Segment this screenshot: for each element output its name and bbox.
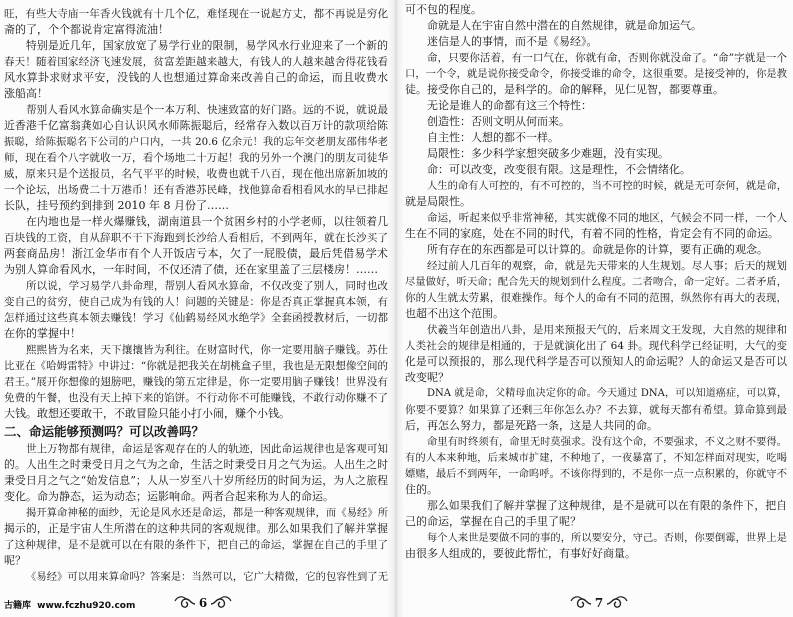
- body-text-line: 创造性：否则文明从何而来。: [427, 115, 570, 128]
- body-text-line: 风水算卦求财求平安，没钱的人也想通过算命来改善自己的命运，而且收费水: [4, 71, 388, 84]
- body-text-line: 近香港千亿富翁龚如心自认识风水师陈振聪后，经常存入数以百万计的款项给陈: [4, 119, 388, 132]
- body-text-line: 为别人算命看风水，一年时间，不仅还清了债，还在家里盖了三层楼房！……: [4, 263, 378, 276]
- body-text-line: 涨船高！: [4, 87, 48, 100]
- body-text-line: 无论是谁人的命都有这三个特性：: [427, 99, 592, 112]
- body-text-line: 自主性：人想的都不一样。: [427, 131, 559, 144]
- footer-library-name: 古籍库: [4, 601, 32, 611]
- page-folio-left: [168, 592, 238, 614]
- body-text-line: 生在不同的家庭，处在不同的时代，有着不同的性格，肯定会有不同的命运。: [405, 227, 779, 240]
- section-heading: 二、命运能够预测吗？可以改善吗？: [4, 424, 205, 439]
- page-number: 6: [198, 596, 208, 610]
- body-text-line: 长队，挂号预约到排到 2010 年 8 月份了……: [4, 199, 229, 212]
- body-text-line: 命就是人在宇宙自然中潜在的自然规律，就是命加运气。: [427, 19, 702, 32]
- body-text-line: 特别是近几年，国家放宽了易学行业的限制，易学风水行业迎来了一个新的: [26, 39, 388, 52]
- footer-url: www.fczhu920.com: [37, 601, 136, 611]
- body-text-line: 揭示的，正是宇宙人生所潜在的这种共同的客观规律。那么如果我们了解并掌握: [4, 522, 388, 535]
- body-text-line: 一个论坛，出场费二十万港币！还有香港苏民峰，找他算命看相看风水的早已排起: [4, 184, 388, 196]
- body-text-line: 世上万物都有规律，命运是客观存在的人的轨迹，因此命运规律也是客观可知: [26, 443, 388, 455]
- body-text-line: 你要不要算？如果算了还剩三年你怎么办？不去算，就每天都有希望。算命算到最: [405, 404, 787, 416]
- body-text-line: 每个人来世是要做不同的事的，所以要安分，守己。否则，你要倒霉，世界上是: [427, 532, 787, 544]
- body-text-line: 了这种规律，是不是就可以在有限的条件下，把自己的命运，掌握在自己的手里了: [4, 539, 388, 551]
- body-text-line: 百块钱的工资，自从辞职不干下海跑到长沙给人看相后，不到两年，就在长沙买了: [4, 232, 388, 244]
- body-text-line: 后，再怎么努力，都是死路一条，这是人共同的命。: [405, 419, 658, 432]
- body-text-line: 在你的掌握中！: [4, 327, 81, 340]
- body-text-line: 春天！随着国家经济飞速发展，贫富差距越来越大，有钱人的人越来越舍得花钱看: [4, 56, 388, 68]
- body-text-line: 大钱。敢想还要敢干，不敢冒险只能小打小闹，赚个小钱。: [4, 407, 290, 420]
- body-text-line: 口，一个令，就是说你接受命令，你接受谁的命令，这很重要。是接受神的，你是教: [405, 68, 787, 80]
- body-text-line: 那么如果我们了解并掌握了这种规律，是不是就可以在有限的条件下，把自: [427, 499, 787, 512]
- body-text-line: 改变呢？: [405, 371, 449, 384]
- right-page-text: [405, 2, 787, 562]
- body-text-line: 威，原来只是个送报员，名气平平的时候，收费也就千八百，现在他出席新加坡的: [4, 168, 388, 180]
- body-text-line: 就是局限性。: [405, 195, 471, 208]
- page-folio-right: [564, 592, 634, 614]
- body-text-line: 命，只要你活着，有一口气在，你就有命，否则你就没命了。“命”字就是一个: [427, 52, 787, 64]
- body-text-line: 旺，有些大寺庙一年香火钱就有十几个亿，难怪现在一说起方丈，都不再说是穷化: [4, 8, 388, 20]
- body-text-line: 己的命运，掌握在自己的手里了呢？: [405, 515, 581, 528]
- body-text-line: 的。人出生之时秉受日月之气为之命，生活之时秉受日月之气为运。人出生之时: [4, 458, 388, 471]
- body-text-line: 君王。”展开你想像的翅膀吧，赚钱的第五定律是，你一定要用脑子赚钱！世界没有: [4, 376, 388, 388]
- body-text-line: 人生的命有人可控的，有不可控的，当不可控的时候，就是无可奈何，就是命，: [427, 180, 787, 192]
- body-text-line: DNA 就是命，父精母血决定你的命。今天通过 DNA，可以知道癌症，可以算，: [427, 388, 787, 399]
- body-text-line: 局限性：多少科学家想突破多少难题，没有实现。: [427, 147, 669, 160]
- body-text-line: 人类社会的规律是相通的，于是就演化出了 64 卦。现代科学已经证明，大气的变: [405, 340, 787, 352]
- body-text-line: 变自己的贫穷，使自己成为有钱的人！问题的关键是：你是否真正掌握真本领，有: [4, 296, 388, 308]
- body-text-line: 振聪，给陈振聪名下公司的户口内，一共 20.6 亿余元！我的忘年交老朋友邵伟华老: [4, 136, 388, 148]
- body-text-line: 比亚在《哈姆雷特》中讲过：“你就是把我关在胡桃盒子里，我也是无限想像空间的: [4, 360, 388, 372]
- body-text-line: 命运，听起来似乎非常神秘，其实就像不同的地区，气候会不同一样，一个人: [427, 212, 787, 224]
- body-text-line: 帮别人看风水算命确实是个一本万利、快速致富的好门路。远的不说，就说最: [26, 104, 388, 116]
- right-page: [405, 0, 787, 617]
- body-text-line: 两套商品房！浙江金华市有个人开饭店亏本，欠了一屁股债，最后凭借易学术: [4, 247, 388, 260]
- body-text-line: 在内地也是一样火爆赚钱，湖南道县一个贫困乡村的小学老师，以往领着几: [26, 215, 388, 228]
- body-text-line: 命：可以改变，改变很有限。这是理性，不会情绪化。: [427, 163, 691, 176]
- body-text-line: 嫖赌，最后不到两年，一命呜呼。不该你得到的，不是你一点一点积累的，你就守不: [405, 468, 787, 480]
- body-text-line: 住的。: [405, 483, 438, 496]
- body-text-line: 免费的午餐，也没有天上掉下来的馅饼。不行动你不可能赚钱，不敢行动你赚不了: [4, 392, 388, 404]
- footer-site-label: [4, 598, 138, 611]
- page-number: 7: [594, 596, 604, 610]
- body-text-line: 命里有时终须有，命里无时莫强求。没有这个命，不要强求，不义之财不要得。: [427, 436, 787, 448]
- body-text-line: 也超不出这个范围。: [405, 307, 504, 320]
- body-text-line: 你的人生就太劳累，很难操作。每个人的命有不同的范围，纵然你有再大的表现，: [405, 292, 787, 304]
- body-text-line: 迷信是人的事情，而不是《易经》。: [427, 35, 598, 48]
- body-text-line: 由很多人组成的，要彼此帮忙，有事好好商量。: [405, 547, 636, 560]
- body-text-line: 怎样通过这些真本领去赚钱！学习《仙鹤易经风水绝学》全套函授教材后，一切都: [4, 312, 388, 324]
- body-text-line: 经过前人几百年的观察，命，就是先天带来的人生规划。尽人事；后天的规划: [427, 260, 787, 272]
- body-text-line: 《易经》可以用来算命吗？答案是：当然可以，它广大精微，它的包容性到了无: [26, 571, 388, 583]
- body-text-line: 徒。接受你自己的，是科学的。命的解释，见仁见智，都要尊重。: [405, 83, 724, 96]
- body-text-line: 所有存在的东西都是可以计算的。命就是你的计算，要有正确的观念。: [427, 243, 768, 256]
- body-text-line: 有的人本来种地，后来城市扩建，不种地了，一夜暴富了，不知怎样面对现实，吃喝: [405, 452, 787, 464]
- left-page-text: [4, 6, 388, 585]
- body-text-line: 熙熙皆为名来，天下攘攘皆为利往。在财富时代，你一定要用脑子赚钱。苏仕: [26, 344, 388, 356]
- body-text-line: 伏羲当年创造出八卦，是用来预报天气的，后来周文王发现，大自然的规律和: [427, 324, 787, 336]
- body-text-line: 呢？: [4, 554, 26, 567]
- body-text-line: 所以说，学习易学八卦命理，帮别人看风水算命，不仅改变了别人，同时也改: [26, 280, 388, 292]
- body-text-line: 斋的了，个个都说肯定富得流油！: [4, 23, 169, 36]
- book-gutter: [388, 0, 404, 617]
- body-text-line: 师，现在看个八字就收一万，看个场地二十万起！我的另外一个澳门的朋友司徒华: [4, 152, 388, 164]
- body-text-line: 变化。命为静态，运为动态；运影响命。两者合起来称为人的命运。: [4, 490, 334, 503]
- body-text-line: 可不包的程度。: [405, 3, 482, 16]
- body-text-line: 化是可以预报的，那么现代科学是否可以预知人的命运呢？人的命运又是否可以: [405, 355, 787, 368]
- body-text-line: 揭开算命神秘的面纱，无论是风水还是命运，都是一种客观规律，而《易经》所: [26, 507, 388, 519]
- body-text-line: 秉受日月之气之“始发信息”；人从一岁至八十岁所经历的时间为运，为人之旅程: [4, 474, 388, 487]
- body-text-line: 尽量做好，听天命；配合先天的规划到什么程度。二者吻合，命一定好。二者矛盾，: [405, 276, 787, 288]
- left-page: [4, 0, 388, 617]
